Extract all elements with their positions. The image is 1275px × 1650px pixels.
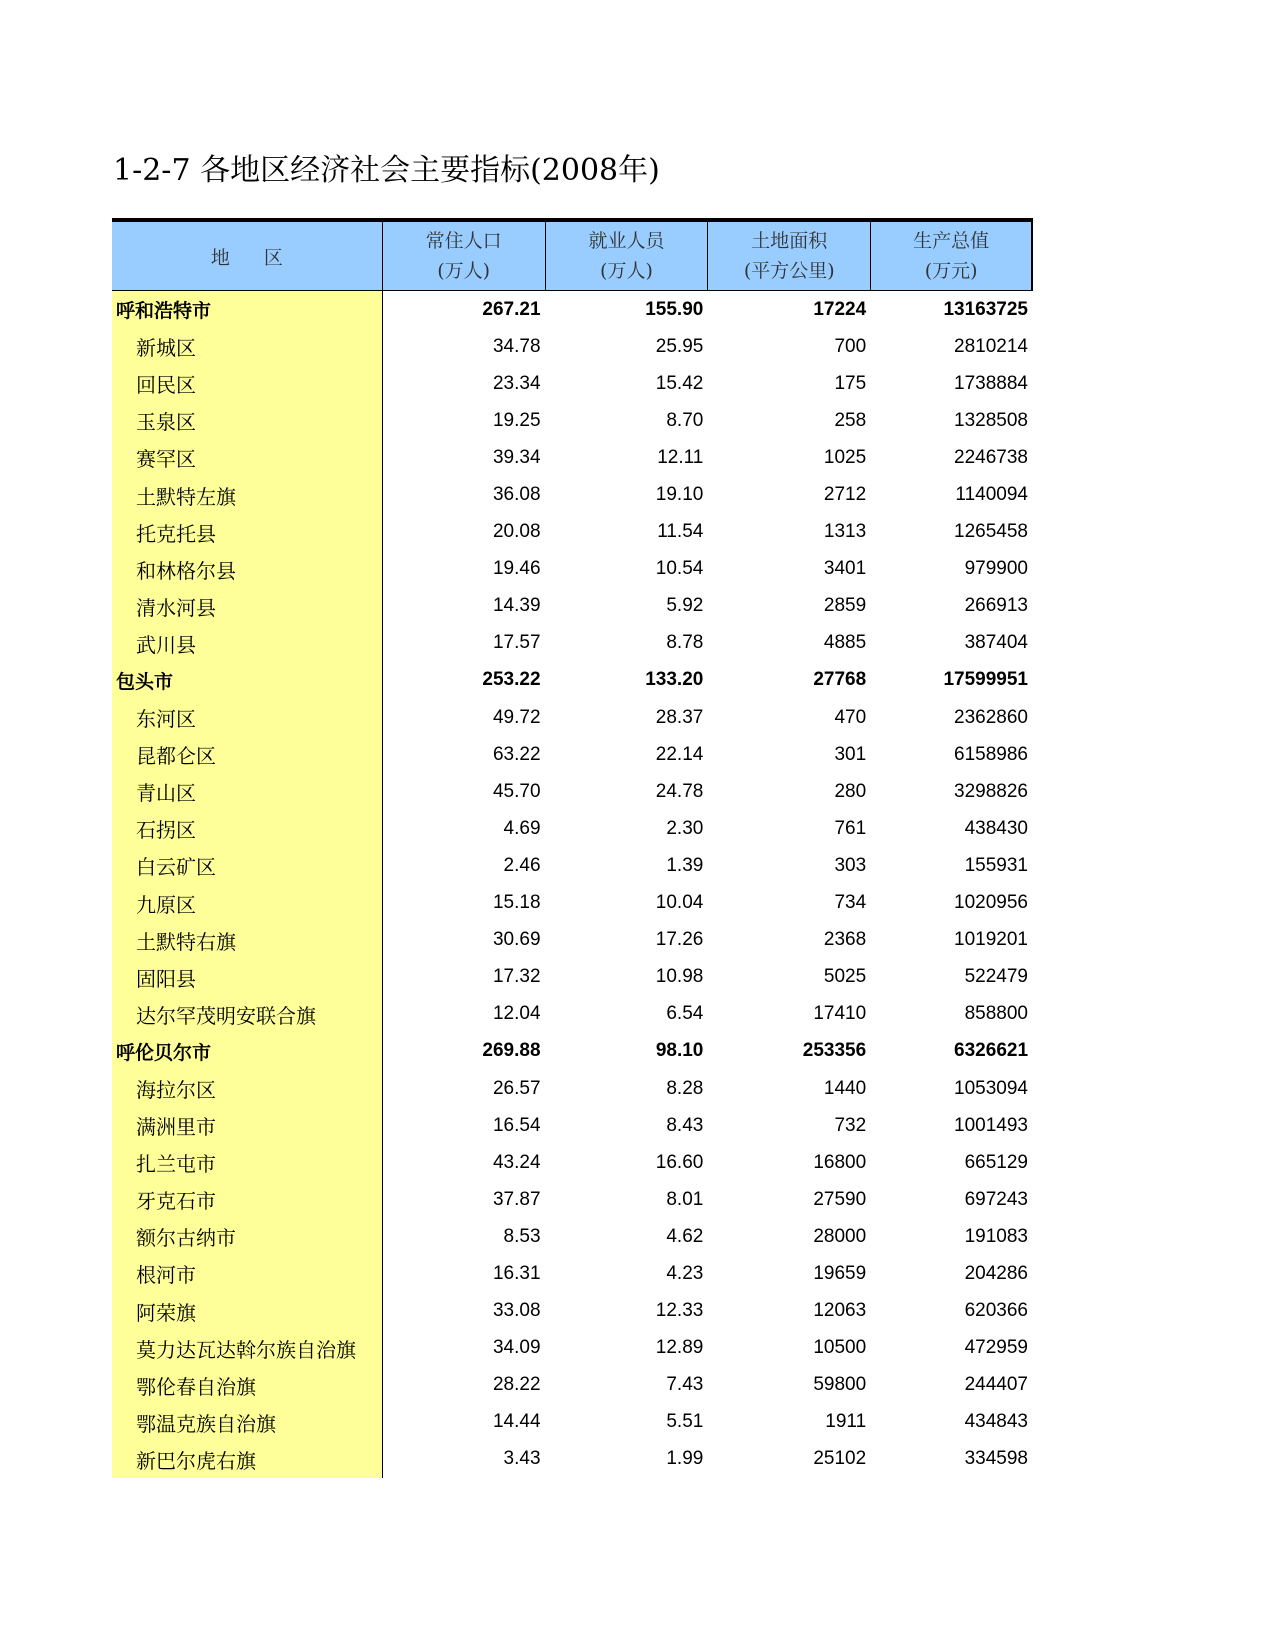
gdp-cell: 244407 [964,1374,1028,1396]
gdp-cell: 17599951 [943,669,1029,691]
land-area-cell: 4885 [823,632,867,654]
land-area-cell: 700 [834,335,867,357]
table-row [112,625,1033,662]
land-area-cell: 732 [834,1114,867,1136]
population-cell: 12.04 [492,1003,541,1025]
district-name-cell: 莫力达瓦达斡尔族自治旗 [112,1330,383,1367]
employment-cell: 10.04 [655,892,704,914]
employment-cell: 98.10 [655,1040,704,1062]
land-area-cell: 3401 [823,558,867,580]
header-population [383,222,546,290]
employment-cell: 25.95 [655,335,704,357]
land-area-cell: 280 [834,780,867,802]
header-land-area [708,222,871,290]
employment-cell: 5.92 [666,595,704,617]
employment-cell: 1.99 [666,1448,704,1470]
table-row [112,662,1033,699]
gdp-cell: 387404 [964,632,1028,654]
population-cell: 17.32 [492,966,541,988]
table-row [112,959,1033,996]
table-row [112,699,1033,736]
table-row [112,847,1033,884]
population-cell: 36.08 [492,484,541,506]
district-name-cell: 回民区 [112,365,383,402]
header-employment-unit: (万人) [600,260,653,282]
land-area-cell: 27590 [813,1188,867,1210]
table-row [112,514,1033,551]
population-cell: 19.46 [492,558,541,580]
table-row [112,736,1033,773]
land-area-cell: 17410 [813,1003,867,1025]
population-cell: 8.53 [503,1225,541,1247]
population-cell: 14.39 [492,595,541,617]
employment-cell: 8.43 [666,1114,704,1136]
header-gdp [871,222,1033,290]
employment-cell: 4.62 [666,1225,704,1247]
employment-cell: 10.54 [655,558,704,580]
land-area-cell: 258 [834,409,867,431]
table-row [112,1181,1033,1218]
gdp-cell: 2810214 [954,335,1028,357]
employment-cell: 8.70 [666,409,704,431]
population-cell: 43.24 [492,1151,541,1173]
header-region: 地 区 [112,222,383,290]
gdp-cell: 6158986 [954,743,1028,765]
employment-cell: 15.42 [655,372,704,394]
table-row [112,439,1033,476]
population-cell: 2.46 [503,854,541,876]
table-row [112,402,1033,439]
gdp-cell: 1738884 [954,372,1028,394]
district-name-cell: 鄂伦春自治旗 [112,1367,383,1404]
employment-cell: 5.51 [666,1411,704,1433]
district-name-cell: 托克托县 [112,514,383,551]
gdp-cell: 2246738 [954,446,1028,468]
land-area-cell: 16800 [813,1151,867,1173]
employment-cell: 4.23 [666,1262,704,1284]
district-name-cell: 根河市 [112,1255,383,1292]
employment-cell: 12.33 [655,1300,704,1322]
table-row [112,1404,1033,1441]
land-area-cell: 470 [834,706,867,728]
employment-cell: 8.28 [666,1077,704,1099]
gdp-cell: 191083 [964,1225,1028,1247]
header-employment [546,222,709,290]
employment-cell: 24.78 [655,780,704,802]
land-area-cell: 1440 [823,1077,867,1099]
district-name-cell: 鄂温克族自治旗 [112,1404,383,1441]
land-area-cell: 303 [834,854,867,876]
employment-cell: 6.54 [666,1003,704,1025]
employment-cell: 155.90 [645,298,704,320]
land-area-cell: 1313 [823,521,867,543]
employment-cell: 11.54 [657,521,704,543]
header-employment-label: 就业人员 [588,230,665,252]
gdp-cell: 6326621 [954,1040,1029,1062]
population-cell: 20.08 [492,521,541,543]
land-area-cell: 5025 [823,966,867,988]
gdp-cell: 155931 [964,854,1028,876]
land-area-cell: 2712 [823,484,867,506]
header-population-unit: (万人) [437,260,491,282]
employment-cell: 7.43 [666,1374,704,1396]
land-area-cell: 2368 [823,929,867,951]
gdp-cell: 979900 [964,558,1028,580]
table-row [112,885,1033,922]
table-row [112,1293,1033,1330]
district-name-cell: 满洲里市 [112,1107,383,1144]
district-name-cell: 九原区 [112,885,383,922]
table-row [112,1255,1033,1292]
employment-cell: 12.89 [655,1337,704,1359]
table-row [112,773,1033,810]
population-cell: 269.88 [482,1040,541,1062]
header-population-label: 常住人口 [425,230,502,252]
employment-cell: 133.20 [645,669,704,691]
population-cell: 16.54 [492,1114,541,1136]
gdp-cell: 334598 [964,1448,1028,1470]
gdp-cell: 1265458 [954,521,1028,543]
population-cell: 19.25 [492,409,541,431]
employment-cell: 10.98 [655,966,704,988]
employment-cell: 22.14 [655,743,704,765]
gdp-cell: 697243 [964,1188,1028,1210]
table-row [112,1218,1033,1255]
population-cell: 49.72 [492,706,541,728]
land-area-cell: 2859 [823,595,867,617]
gdp-cell: 1053094 [954,1077,1028,1099]
table-row [112,1144,1033,1181]
table-row [112,365,1033,402]
gdp-cell: 438430 [964,817,1028,839]
district-name-cell: 玉泉区 [112,402,383,439]
population-cell: 17.57 [492,632,541,654]
district-name-cell: 额尔古纳市 [112,1218,383,1255]
gdp-cell: 1001493 [954,1114,1028,1136]
population-cell: 39.34 [492,446,541,468]
land-area-cell: 10500 [813,1337,867,1359]
population-cell: 267.21 [482,298,541,320]
header-gdp-label: 生产总值 [913,230,990,252]
data-table [112,218,1033,1478]
gdp-cell: 1020956 [954,892,1028,914]
district-name-cell: 固阳县 [112,959,383,996]
population-cell: 34.78 [492,335,541,357]
population-cell: 3.43 [503,1448,541,1470]
district-name-cell: 昆都仑区 [112,736,383,773]
employment-cell: 19.10 [655,484,704,506]
population-cell: 30.69 [492,929,541,951]
district-name-cell: 牙克石市 [112,1181,383,1218]
district-name-cell: 新城区 [112,328,383,365]
district-name-cell: 东河区 [112,699,383,736]
population-cell: 28.22 [492,1374,541,1396]
header-land-area-label: 土地面积 [751,230,828,252]
table-row [112,328,1033,365]
table-row [112,551,1033,588]
land-area-cell: 253356 [802,1040,867,1062]
employment-cell: 1.39 [666,854,704,876]
gdp-cell: 434843 [964,1411,1028,1433]
district-name-cell: 阿荣旗 [112,1293,383,1330]
population-cell: 253.22 [482,669,541,691]
table-row [112,996,1033,1033]
district-name-cell: 清水河县 [112,588,383,625]
gdp-cell: 3298826 [954,780,1028,802]
table-body [112,291,1033,1478]
table-row [112,922,1033,959]
employment-cell: 28.37 [655,706,704,728]
district-name-cell: 石拐区 [112,810,383,847]
page-title: 1-2-7 各地区经济社会主要指标(2008年) [113,153,660,188]
land-area-cell: 734 [834,892,867,914]
district-name-cell: 扎兰屯市 [112,1144,383,1181]
population-cell: 16.31 [492,1262,541,1284]
table-row [112,1330,1033,1367]
population-cell: 37.87 [492,1188,541,1210]
district-name-cell: 土默特右旗 [112,922,383,959]
district-name-cell: 达尔罕茂明安联合旗 [112,996,383,1033]
employment-cell: 2.30 [666,817,704,839]
district-name-cell: 和林格尔县 [112,551,383,588]
population-cell: 33.08 [492,1300,541,1322]
gdp-cell: 522479 [964,966,1028,988]
gdp-cell: 620366 [964,1300,1028,1322]
header-gdp-unit: (万元) [924,260,978,282]
table-row [112,291,1033,328]
table-row [112,810,1033,847]
land-area-cell: 25102 [813,1448,867,1470]
population-cell: 63.22 [492,743,541,765]
population-cell: 15.18 [492,892,541,914]
table-row [112,1033,1033,1070]
land-area-cell: 12063 [813,1300,867,1322]
employment-cell: 12.11 [657,446,704,468]
gdp-cell: 472959 [964,1337,1028,1359]
land-area-cell: 27768 [813,669,867,691]
land-area-cell: 761 [834,817,867,839]
land-area-cell: 301 [834,743,867,765]
city-name-cell: 呼伦贝尔市 [112,1033,383,1070]
land-area-cell: 17224 [813,298,867,320]
table-row [112,588,1033,625]
district-name-cell: 武川县 [112,625,383,662]
employment-cell: 8.78 [666,632,704,654]
gdp-cell: 1328508 [954,409,1028,431]
table-row [112,1441,1033,1478]
gdp-cell: 1140094 [955,484,1028,506]
population-cell: 23.34 [492,372,541,394]
district-name-cell: 土默特左旗 [112,476,383,513]
employment-cell: 16.60 [655,1151,704,1173]
population-cell: 26.57 [492,1077,541,1099]
land-area-cell: 175 [834,372,867,394]
district-name-cell: 赛罕区 [112,439,383,476]
district-name-cell: 白云矿区 [112,847,383,884]
gdp-cell: 858800 [964,1003,1028,1025]
table-row [112,1070,1033,1107]
table-row [112,1107,1033,1144]
gdp-cell: 2362860 [954,706,1028,728]
population-cell: 34.09 [492,1337,541,1359]
city-name-cell: 包头市 [112,662,383,699]
population-cell: 14.44 [492,1411,541,1433]
population-cell: 45.70 [492,780,541,802]
gdp-cell: 266913 [964,595,1028,617]
gdp-cell: 204286 [964,1262,1028,1284]
land-area-cell: 59800 [813,1374,867,1396]
gdp-cell: 13163725 [943,298,1029,320]
land-area-cell: 1025 [823,446,867,468]
district-name-cell: 青山区 [112,773,383,810]
district-name-cell: 新巴尔虎右旗 [112,1441,383,1478]
land-area-cell: 28000 [813,1225,867,1247]
header-land-area-unit: (平方公里) [743,260,835,282]
employment-cell: 8.01 [666,1188,704,1210]
gdp-cell: 1019201 [954,929,1028,951]
employment-cell: 17.26 [655,929,704,951]
table-row [112,476,1033,513]
land-area-cell: 1911 [825,1411,867,1433]
table-header [112,222,1033,291]
gdp-cell: 665129 [964,1151,1028,1173]
city-name-cell: 呼和浩特市 [112,291,383,328]
table-row [112,1367,1033,1404]
district-name-cell: 海拉尔区 [112,1070,383,1107]
population-cell: 4.69 [503,817,541,839]
land-area-cell: 19659 [813,1262,867,1284]
